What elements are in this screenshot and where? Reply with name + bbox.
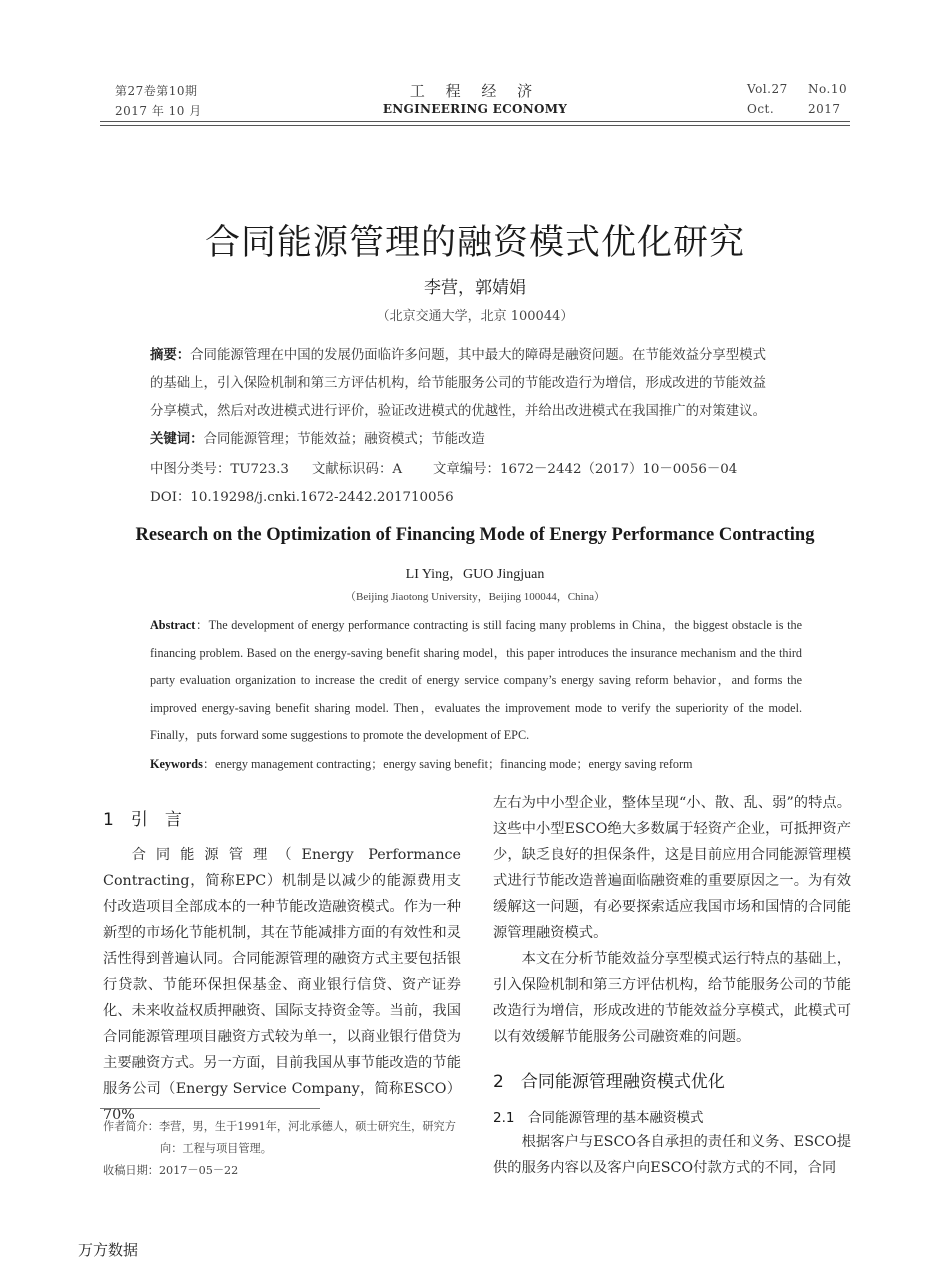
keywords-en-text: ：energy management contracting；energy saving benefit；financing mode；energy saving reform	[202, 757, 693, 771]
paragraph: 本文在分析节能效益分享型模式运行特点的基础上，引入保险机制和第三方评估机构，给节能服务公司的节能改造行为增信，形成改进的节能效益分享模式，此模式可以有效缓解节能服务公司融资难的问题。	[493, 951, 851, 1045]
abstract-cn-line: 分享模式，然后对改进模式进行评价，验证改进模式的优越性，并给出改进模式在我国推广的对策建议。	[150, 404, 766, 419]
keywords-cn-text: 合同能源管理；节能效益；融资模式；节能改造	[203, 432, 485, 447]
header-volume-cn: 第27卷第10期	[115, 84, 198, 98]
keywords-cn-label: 关键词：	[150, 432, 204, 447]
authors-cn: 李营，郭婧娟	[424, 278, 526, 298]
doi: DOI：10.19298/j.cnki.1672-2442.201710056	[150, 490, 454, 505]
header-date-cn: 2017 年 10 月	[115, 104, 202, 118]
doc-code: 文献标识码：A	[312, 462, 403, 477]
header-journal-en: ENGINEERING ECONOMY	[382, 102, 568, 116]
abstract-cn-line: 的基础上，引入保险机制和第三方评估机构，给节能服务公司的节能改造行为增信，形成改进的节能效益	[150, 376, 766, 391]
abstract-cn	[150, 342, 810, 454]
right-column	[493, 790, 851, 1050]
header-month-en: Oct.	[747, 102, 775, 116]
abstract-cn-label: 摘要：	[150, 348, 191, 363]
affiliation-en: （Beijing Jiaotong University，Beijing 100044，China）	[344, 591, 605, 603]
abstract-en-text: ：The development of energy performance contracting is still facing many problems in China，the biggest obstacle is the financing problem. Based on the energy-saving benefit sharing model，this paper introduces the insurance mechanism and the third party evaluation organization to increase the credit of energy service company’s energy saving reform behavior，and forms the improved energy-saving benefit sharing model. Then，evaluates the improvement mode to verify the superiority of the model. Finally，puts forward some suggestions to promote the development of EPC.	[150, 618, 802, 743]
article-number: 文章编号：1672－2442（2017）10－0056－04	[433, 462, 738, 477]
abstract-en-label: Abstract	[150, 618, 196, 632]
header-no-en: No.10	[808, 82, 848, 96]
paragraph: 根据客户与ESCO各自承担的责任和义务、ESCO提供的服务内容以及客户向ESCO付款方式的不同，合同	[493, 1134, 851, 1176]
header-journal-cn: 工 程 经 济	[409, 82, 541, 100]
left-column	[103, 842, 461, 1128]
abstract-cn-line: 合同能源管理在中国的发展仍面临许多问题，其中最大的障碍是融资问题。在节能效益分享型模式	[190, 348, 766, 363]
header-rule	[100, 121, 850, 122]
affiliation-cn: （北京交通大学，北京 100044）	[376, 309, 574, 324]
author-note-cont: 向：工程与项目管理。	[160, 1142, 272, 1155]
wanfang-watermark: 万方数据	[78, 1241, 139, 1259]
paragraph: 左右为中小型企业，整体呈现“小、散、乱、弱”的特点。这些中小型ESCO绝大多数属于轻资产企业，可抵押资产少，缺乏良好的担保条件，这是目前应用合同能源管理模式进行节能改造普遍面临融资难的重要原因之一。为有效缓解这一问题，有必要探索适应我国市场和国情的合同能源管理融资模式。	[493, 795, 851, 941]
received-date: 收稿日期：2017－05－22	[103, 1164, 239, 1177]
page-title-en: Research on the Optimization of Financing Mode of Energy Performance Contracting	[135, 525, 815, 545]
clc-code: 中图分类号：TU723.3	[150, 462, 289, 477]
paragraph: 合同能源管理（Energy Performance Contracting，简称EPC）机制是以减少的能源费用支付改造项目全部成本的一种节能改造融资模式。作为一种新型的市场化节能机制，其在节能减排方面的有效性和灵活性得到普遍认同。合同能源管理的融资方式主要包括银行贷款、节能环保担保基金、商业银行信贷、资产证券化、未来收益权质押融资、国际支持资金等。当前，我国合同能源管理项目融资方式较为单一，以商业银行借贷为主要融资方式。另一方面，目前我国从事节能改造的节能服务公司（Energy Service Company，简称ESCO）70%	[103, 847, 461, 1123]
keywords-en-label: Keywords	[150, 757, 203, 771]
header-rule	[100, 125, 850, 126]
author-note: 作者简介：李营，男，生于1991年，河北承德人，硕士研究生，研究方	[103, 1120, 456, 1133]
section-2-heading: 2 合同能源管理融资模式优化	[493, 1072, 725, 1092]
right-column-cont	[493, 1129, 851, 1181]
footnote-rule	[100, 1108, 320, 1109]
keywords-en	[150, 751, 802, 779]
header-year-en: 2017	[808, 102, 841, 116]
section-1-heading: 1 引 言	[103, 810, 182, 830]
authors-en: LI Ying，GUO Jingjuan	[405, 567, 545, 582]
page-title-cn: 合同能源管理的融资模式优化研究	[204, 223, 745, 263]
abstract-en	[150, 612, 802, 750]
header-vol-en: Vol.27	[747, 82, 788, 96]
section-2-1-heading: 2.1 合同能源管理的基本融资模式	[493, 1110, 704, 1126]
